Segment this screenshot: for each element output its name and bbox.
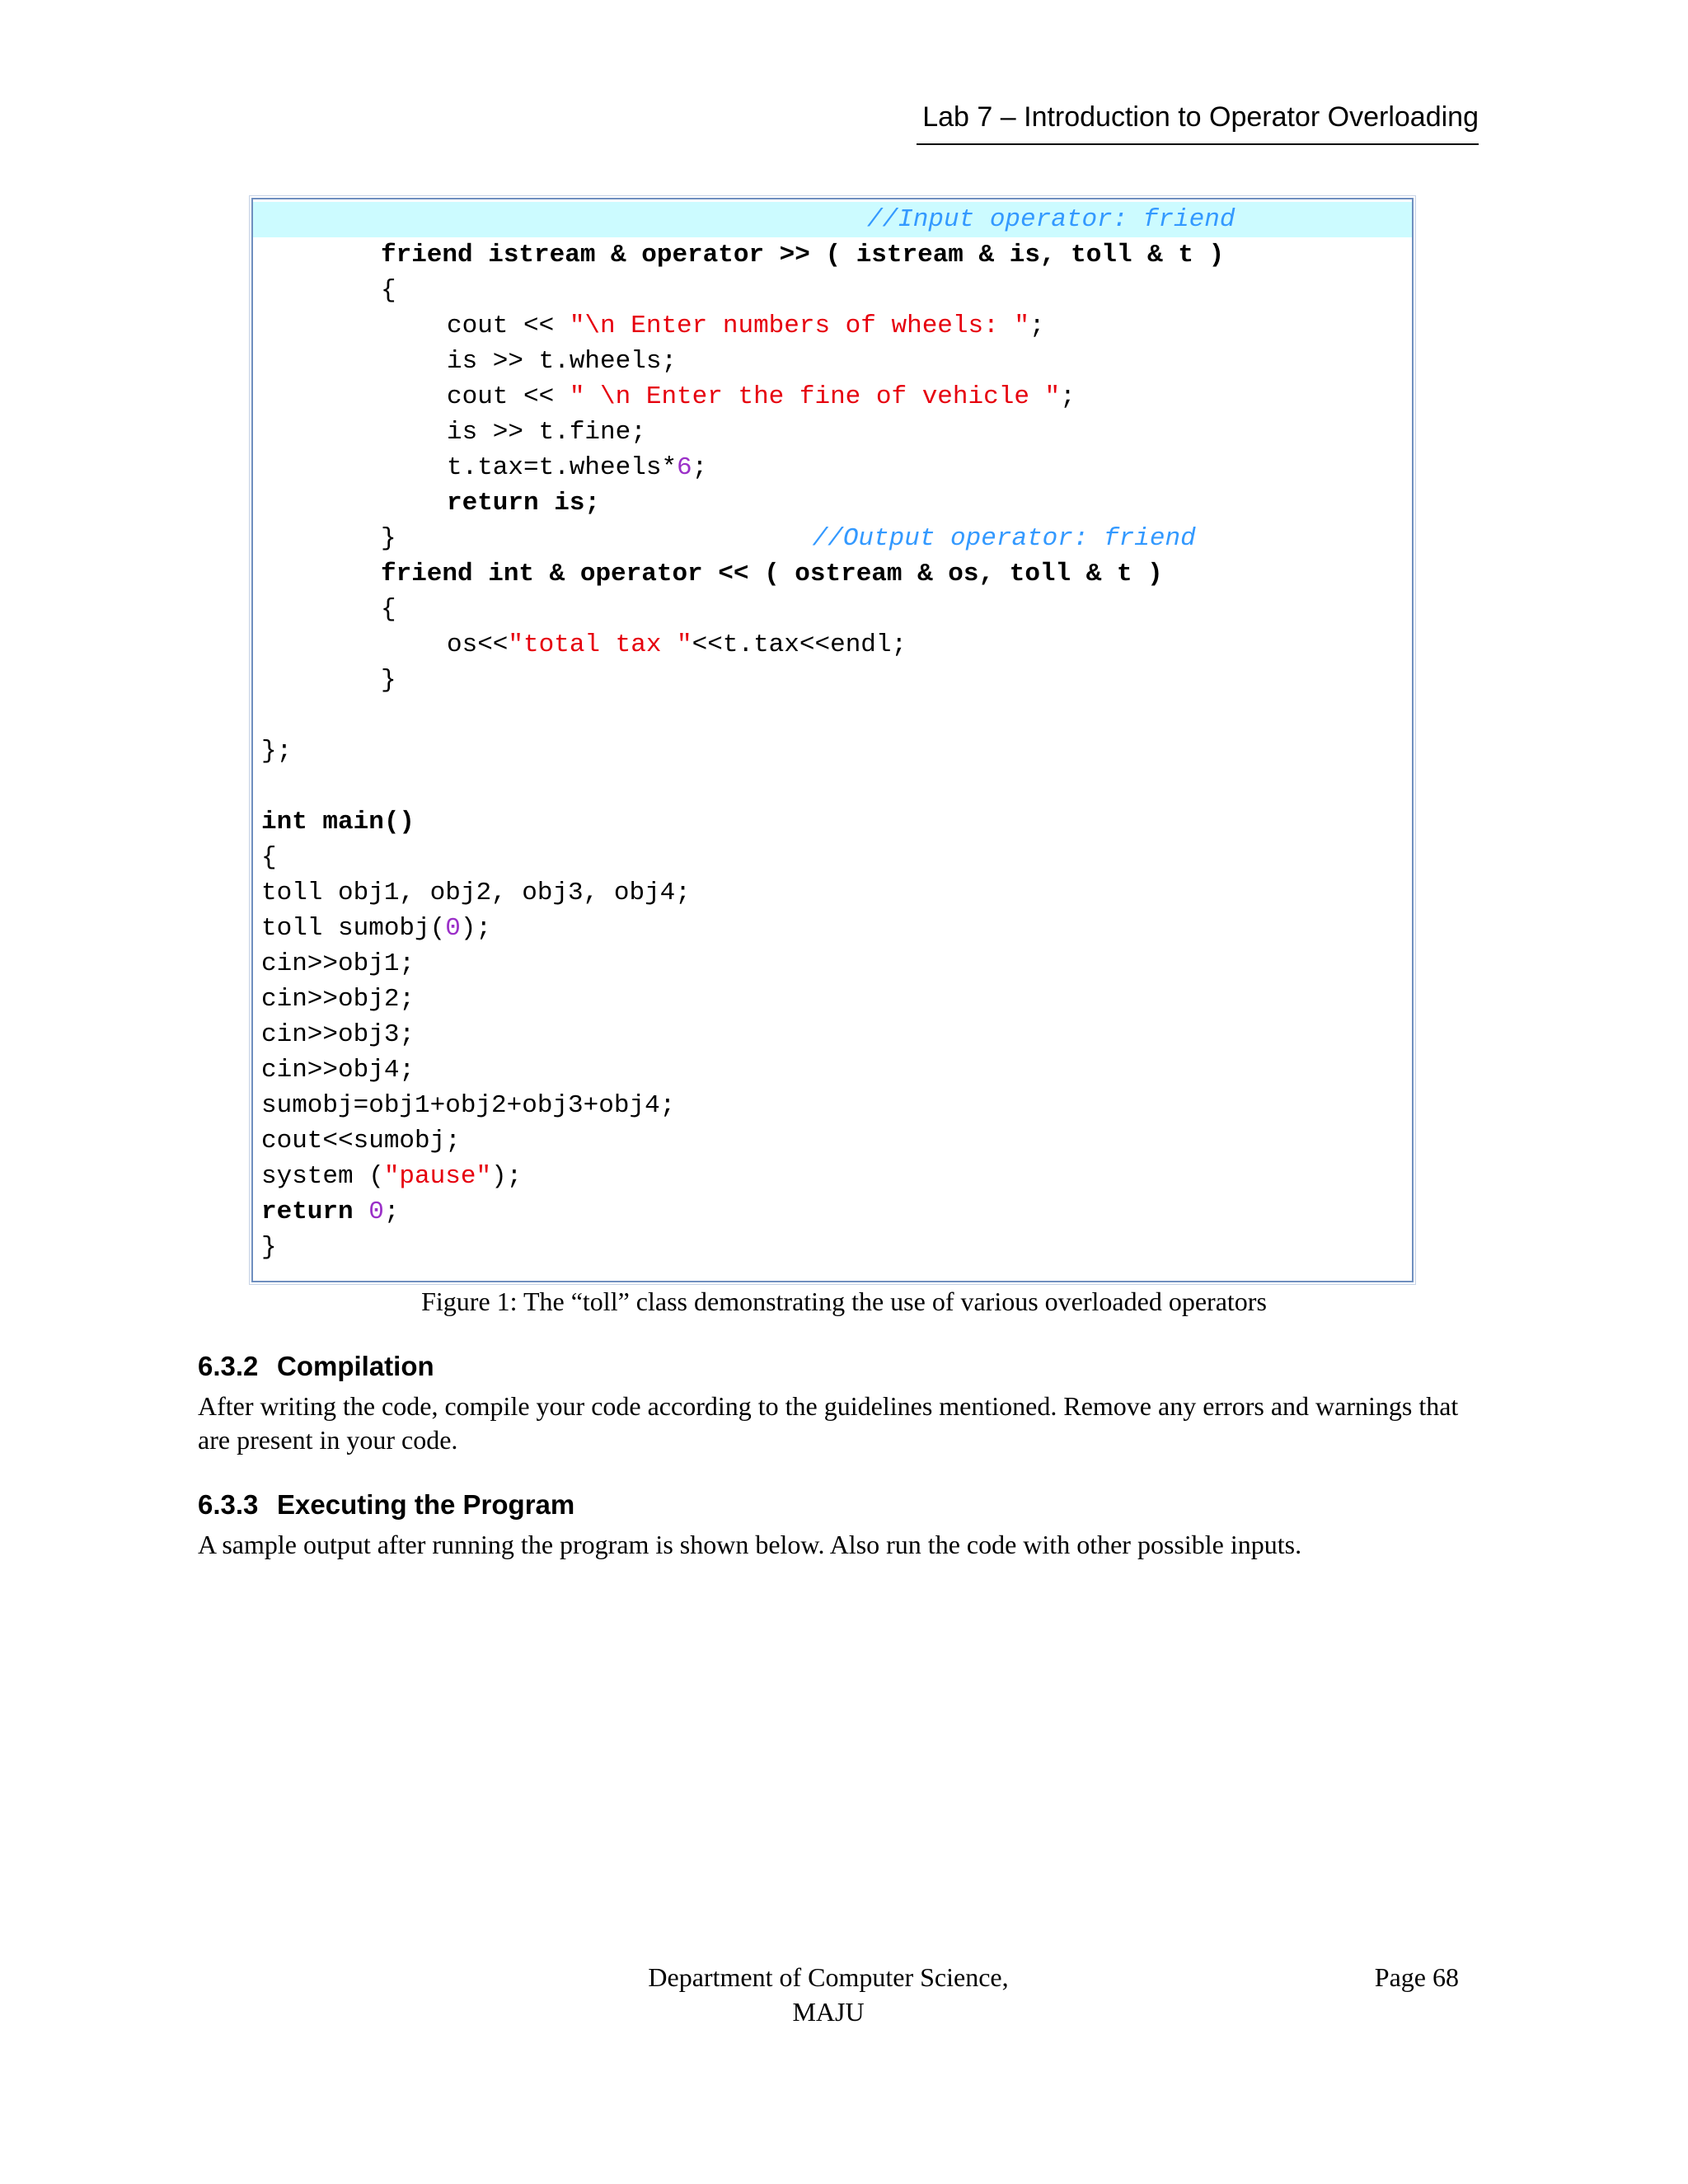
code-line-comment-input xyxy=(253,202,1412,237)
code-token: ); xyxy=(460,914,492,943)
code-token: system ( xyxy=(261,1162,384,1191)
header-rule xyxy=(917,143,1479,145)
code-token: ; xyxy=(1060,382,1076,411)
section-title: Executing the Program xyxy=(277,1489,575,1520)
code-token: } xyxy=(381,524,396,553)
footer-dept-line2: MAJU xyxy=(792,1997,865,2027)
code-token: t.tax=t.wheels* xyxy=(447,453,678,482)
code-token: ; xyxy=(692,453,708,482)
code-token: toll sumobj( xyxy=(261,914,446,943)
code-token: os<< xyxy=(447,630,509,659)
code-line: } xyxy=(381,666,396,695)
code-line: { xyxy=(381,595,396,624)
code-line xyxy=(261,379,1076,415)
code-figure xyxy=(251,198,1414,1282)
code-line: { xyxy=(381,276,396,305)
code-string: "total tax " xyxy=(508,630,692,659)
code-line: cin>>obj2; xyxy=(261,985,415,1014)
code-line xyxy=(261,1194,399,1230)
footer-dept-line1: Department of Computer Science, xyxy=(648,1962,1009,1992)
code-line xyxy=(261,308,1045,344)
code-string: "\n Enter numbers of wheels: " xyxy=(569,312,1029,340)
code-line: friend int & operator << ( ostream & os, toll & t ) xyxy=(381,560,1163,588)
section-title: Compilation xyxy=(277,1351,434,1381)
code-string: " \n Enter the fine of vehicle " xyxy=(569,382,1061,411)
paragraph-executing: A sample output after running the program is shown below. Also run the code with other possible inputs. xyxy=(198,1530,1302,1559)
code-line: int main() xyxy=(261,808,415,837)
footer-page-number: Page 68 xyxy=(1374,1962,1459,1992)
code-line xyxy=(261,627,907,663)
code-line: }; xyxy=(261,737,293,766)
code-line xyxy=(261,521,1196,556)
code-line: { xyxy=(261,843,277,872)
code-line: sumobj=obj1+obj2+obj3+obj4; xyxy=(261,1091,676,1120)
page-header-title: Lab 7 – Introduction to Operator Overloading xyxy=(922,101,1479,133)
code-line: cin>>obj3; xyxy=(261,1020,415,1049)
code-number: 0 xyxy=(368,1197,384,1226)
code-line: is >> t.wheels; xyxy=(447,347,678,376)
code-line: return is; xyxy=(447,489,601,518)
code-line xyxy=(261,911,491,946)
paragraph-compilation: After writing the code, compile your code according to the guidelines mentioned. Remove any errors and warnings that are present in your code. xyxy=(198,1391,1459,1455)
code-number: 0 xyxy=(445,914,461,943)
section-number: 6.3.2 xyxy=(198,1351,259,1381)
code-token: ; xyxy=(383,1197,400,1226)
code-line xyxy=(261,1159,522,1194)
code-line: is >> t.fine; xyxy=(447,418,646,447)
code-token: cout << xyxy=(447,382,570,411)
code-line: toll obj1, obj2, obj3, obj4; xyxy=(261,879,691,907)
code-token: <<t.tax<<endl; xyxy=(692,630,907,659)
code-string: "pause" xyxy=(383,1162,492,1191)
code-line: cin>>obj4; xyxy=(261,1056,415,1085)
code-token: ); xyxy=(491,1162,523,1191)
code-line: cout<<sumobj; xyxy=(261,1127,461,1155)
figure-caption: Figure 1: The “toll” class demonstrating the use of various overloaded operators xyxy=(421,1286,1267,1316)
section-heading-compilation xyxy=(198,1348,434,1385)
code-keyword: return xyxy=(261,1197,369,1226)
code-line: friend istream & operator >> ( istream & is, toll & t ) xyxy=(381,241,1225,269)
code-token: ; xyxy=(1029,312,1045,340)
code-line: cin>>obj1; xyxy=(261,949,415,978)
section-heading-executing xyxy=(198,1487,574,1523)
code-line: } xyxy=(261,1233,277,1262)
code-token: cout << xyxy=(447,312,570,340)
code-line xyxy=(261,450,707,485)
section-number: 6.3.3 xyxy=(198,1489,259,1520)
code-number: 6 xyxy=(677,453,692,482)
code-comment: //Input operator: friend xyxy=(867,205,1236,234)
code-comment: //Output operator: friend xyxy=(812,524,1196,553)
